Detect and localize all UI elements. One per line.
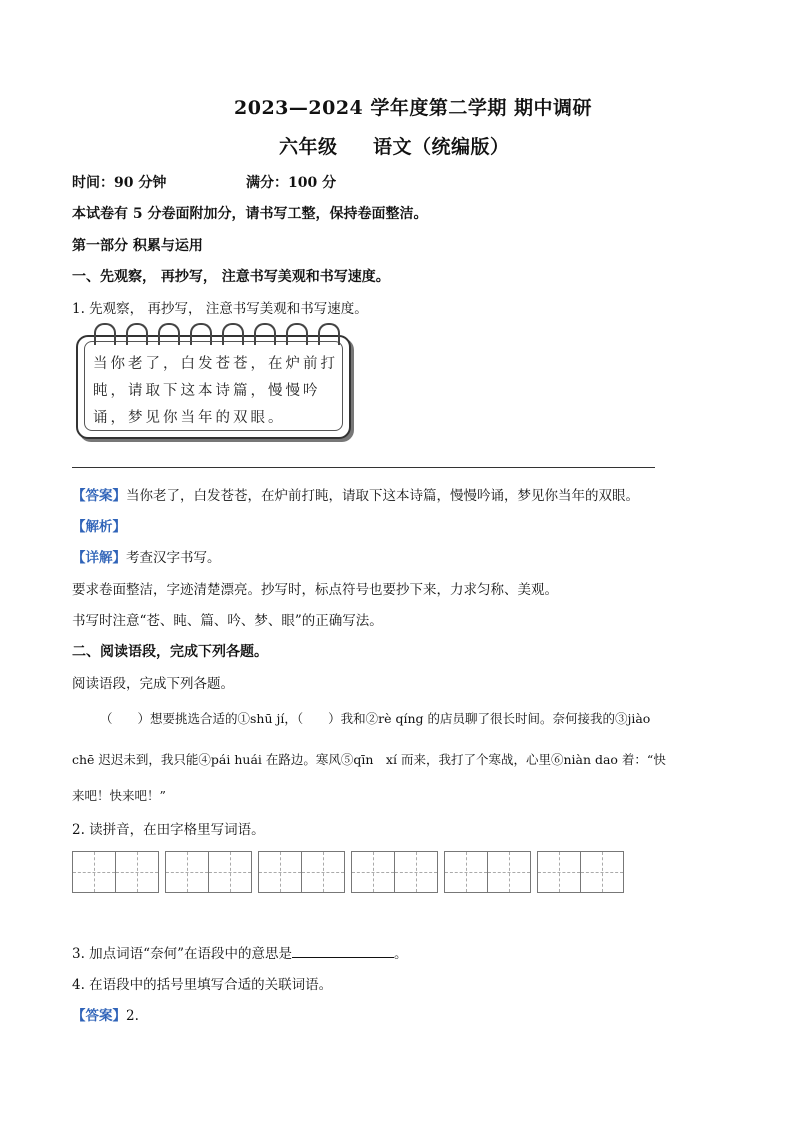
tianzige-group-4[interactable]	[351, 851, 438, 893]
tianzige-cell[interactable]	[580, 852, 623, 892]
notebook-rings	[86, 323, 356, 347]
notebook-line-1: 当你老了，白发苍苍，在炉前打	[93, 356, 338, 372]
tianzige-cell[interactable]	[538, 852, 580, 892]
tianzige-cell[interactable]	[166, 852, 208, 892]
tianzige-group-6[interactable]	[537, 851, 624, 893]
passage-line-2: chē 迟迟未到，我只能④pái huái 在路边。寒风⑤qīn xí 而来，我打了个寒战，心里⑥niàn dao 着：“快	[72, 752, 666, 767]
passage-line-1: （ ）想要挑选合适的①shū jí，（ ）我和②rè qíng 的店员聊了很长时间。奈何接我的③jiào	[100, 711, 651, 726]
tianzige-cell[interactable]	[445, 852, 487, 892]
exam-score: 满分：100 分	[246, 175, 337, 191]
exam-time: 时间：90 分钟	[72, 175, 167, 191]
tianzige-cell[interactable]	[352, 852, 394, 892]
subtitle-subject: 语文（统编版）	[373, 136, 510, 158]
section1-heading: 一、先观察， 再抄写， 注意书写美观和书写速度。	[72, 269, 390, 285]
ring-icon	[126, 323, 148, 345]
part1-heading: 第一部分 积累与运用	[72, 238, 203, 254]
notebook-line-3: 诵，梦见你当年的双眼。	[93, 410, 286, 426]
subtitle-grade: 六年级	[279, 136, 338, 158]
answer-text: 当你老了，白发苍苍，在炉前打盹，请取下这本诗篇，慢慢吟诵，梦见你当年的双眼。	[126, 488, 639, 504]
answer-text: 2.	[126, 1008, 139, 1024]
tianzige-cell[interactable]	[301, 852, 344, 892]
tianzige-group-2[interactable]	[165, 851, 252, 893]
detail-line-2: 要求卷面整洁，字迹清楚漂亮。抄写时，标点符号也要抄下来，力求匀称、美观。	[72, 582, 558, 598]
ring-icon	[286, 323, 308, 345]
ring-icon	[94, 323, 116, 345]
question-3	[72, 942, 407, 962]
analysis-tag: 【解析】	[72, 519, 126, 535]
ring-icon	[222, 323, 244, 345]
ring-icon	[254, 323, 276, 345]
tianzige-group-5[interactable]	[444, 851, 531, 893]
detail-1	[72, 546, 221, 566]
question-3-end: 。	[393, 946, 408, 962]
tianzige-cell[interactable]	[394, 852, 437, 892]
section2-intro: 阅读语段，完成下列各题。	[72, 676, 234, 692]
detail-tag: 【详解】	[72, 550, 126, 566]
tianzige-cell[interactable]	[259, 852, 301, 892]
ring-icon	[158, 323, 180, 345]
ring-icon	[318, 323, 340, 345]
writing-line[interactable]	[72, 467, 655, 468]
question-4: 4. 在语段中的括号里填写合适的关联词语。	[72, 977, 333, 993]
tianzige-cell[interactable]	[487, 852, 530, 892]
exam-notice: 本试卷有 5 分卷面附加分，请书写工整，保持卷面整洁。	[72, 206, 428, 222]
tianzige-group-3[interactable]	[258, 851, 345, 893]
page-title: 2023—2024 学年度第二学期 期中调研	[234, 97, 592, 119]
question-3-text: 3. 加点词语“奈何”在语段中的意思是	[72, 946, 292, 962]
passage-line-3: 来吧！快来吧！”	[72, 788, 166, 803]
tianzige-group-1[interactable]	[72, 851, 159, 893]
tianzige-cell[interactable]	[73, 852, 115, 892]
tianzige-cell[interactable]	[115, 852, 158, 892]
question-1: 1. 先观察， 再抄写， 注意书写美观和书写速度。	[72, 301, 368, 317]
section2-heading: 二、阅读语段，完成下列各题。	[72, 644, 268, 660]
answer-blank[interactable]	[292, 945, 394, 958]
tianzige-cell[interactable]	[208, 852, 251, 892]
answer-tag: 【答案】	[72, 488, 126, 504]
question-2: 2. 读拼音，在田字格里写词语。	[72, 822, 265, 838]
detail-line-3: 书写时注意“苍、盹、篇、吟、梦、眼”的正确写法。	[72, 613, 383, 629]
answer-2	[72, 1004, 139, 1024]
notebook-line-2: 盹，请取下这本诗篇，慢慢吟	[93, 383, 321, 399]
analysis-1	[72, 515, 126, 535]
answer-1	[72, 484, 639, 504]
ring-icon	[190, 323, 212, 345]
answer-tag: 【答案】	[72, 1008, 126, 1024]
detail-text: 考查汉字书写。	[126, 550, 221, 566]
